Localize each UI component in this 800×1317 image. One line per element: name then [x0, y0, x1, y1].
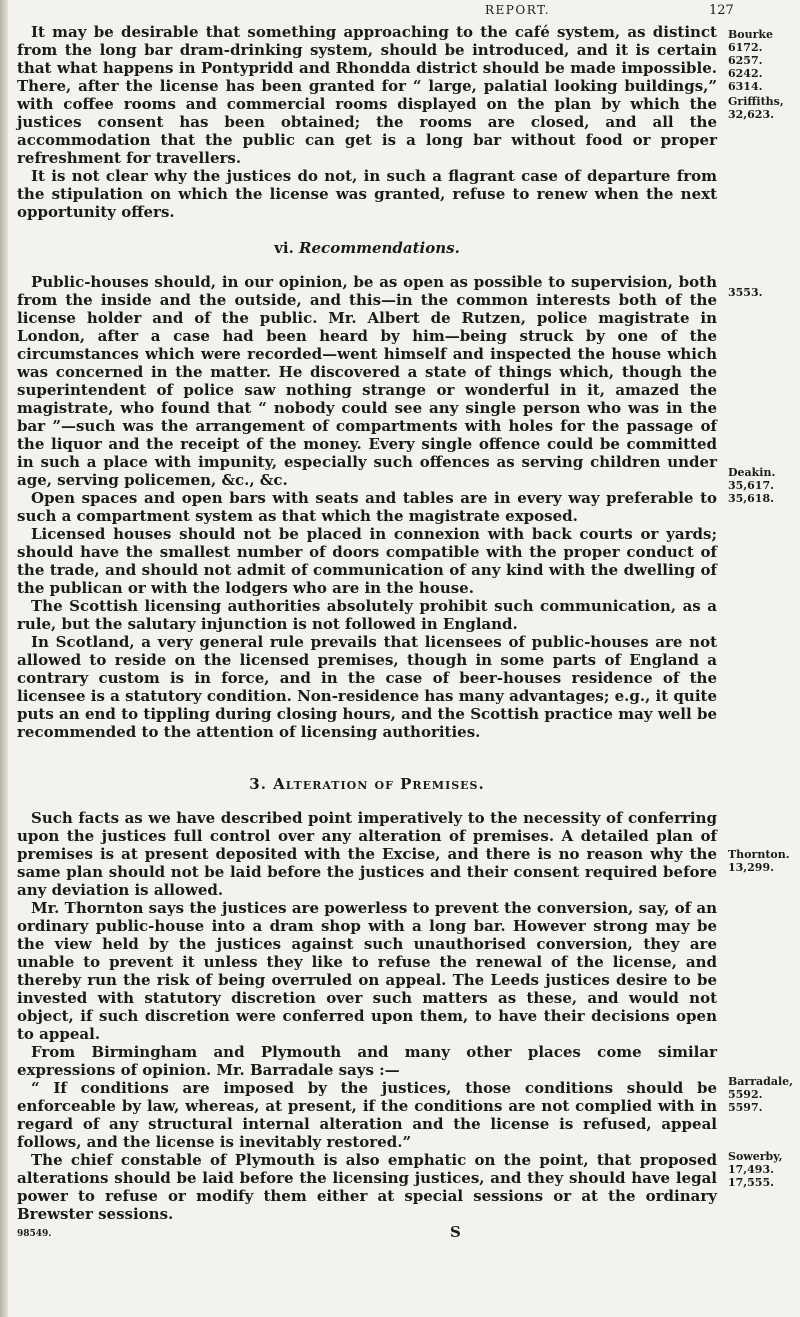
margin-note-line: Deakin. — [728, 466, 776, 479]
signature-mark: S — [450, 1223, 461, 1241]
paragraph: In Scotland, a very general rule prevails that licensees of public-houses are not allowed to reside on the licensed premises, though in some parts of England a contrary custom is in force, and in the case of beer-houses residence of the licensee is a statutory condition. Non-residence has many advantages; e.g., it quite puts an end to tippling during closing hours, and the Scottish practice may well be recommended to the attention of licensing authorities. — [17, 633, 717, 741]
margin-note-line: Griffiths, — [728, 95, 784, 108]
margin-note-line: 17,555. — [728, 1176, 774, 1189]
quotation: “ If conditions are imposed by the justices, those conditions should be enforceable by law, whereas, at present, if the conditions are not complied with in regard of any structural internal alteration and the license is refused, appeal follows, and the license is inevitably restored.” — [17, 1079, 717, 1151]
margin-note-line: Thornton. — [728, 848, 790, 861]
margin-note-line: 6314. — [728, 80, 763, 93]
margin-note-line: Barradale, — [728, 1075, 793, 1088]
page-header — [0, 3, 800, 19]
paragraph: Such facts as we have described point imperatively to the necessity of conferring upon the justices full control over any alteration of premises. A detailed plan of premises is at present deposited with the Excise, and there is no reason why the same plan should not be laid before the justices and their consent required before any deviation is allowed. — [17, 809, 717, 899]
margin-note-line: 6257. — [728, 54, 763, 67]
paragraph: The Scottish licensing authorities absolutely prohibit such communication, as a rule, but the salutary injunction is not followed in England. — [17, 597, 717, 633]
margin-note-line: 13,299. — [728, 861, 774, 874]
margin-note-line: 6242. — [728, 67, 763, 80]
margin-note-line: 5592. — [728, 1088, 763, 1101]
margin-note-line: 32,623. — [728, 108, 774, 121]
paragraph: It is not clear why the justices do not, in such a flagrant case of departure from the stipulation on which the license was granted, refuse to renew when the next opportunity offers. — [17, 167, 717, 221]
paragraph: Licensed houses should not be placed in connexion with back courts or yards; should have the smallest number of doors compatible with the proper conduct of the trade, and should not admit of communication of any kind with the dwelling of the publican or with the lodgers who are in the house. — [17, 525, 717, 597]
page-number: 127 — [709, 3, 734, 18]
paragraph: From Birmingham and Plymouth and many other places come similar expressions of opinion. Mr. Barradale says :— — [17, 1043, 717, 1079]
section-title: Recommendations. — [299, 239, 460, 257]
paragraph: It may be desirable that something approaching to the café system, as distinct from the long bar dram-drinking system, should be introduced, and it is certain that what happens in Pontypridd and Rhondda district should be made impossible. There, after the license has been granted for “ large, palatial looking buildings,” with coffee rooms and commercial rooms displayed on the plan by which the justices consent has been obtained; the rooms are closed, and all the accommodation that the public can get is a long bar without food or proper refreshment for travellers. — [17, 23, 717, 167]
main-text — [17, 23, 717, 1245]
margin-note-deakin — [728, 466, 798, 505]
paragraph: Open spaces and open bars with seats and tables are in every way preferable to such a compartment system as that which the magistrate exposed. — [17, 489, 717, 525]
margin-note-line: Bourke — [728, 28, 774, 41]
page-binding-shadow — [0, 0, 8, 1317]
printer-number: 98549. — [17, 1229, 52, 1239]
page-footer — [17, 1225, 717, 1245]
margin-note-3553 — [728, 286, 798, 299]
margin-note-line: Sowerby, — [728, 1150, 783, 1163]
section-number: vi. — [274, 239, 294, 257]
margin-note-line: 35,617. — [728, 479, 774, 492]
margin-note-bourke — [728, 28, 798, 93]
margin-note-line: 35,618. — [728, 492, 774, 505]
paragraph: Public-houses should, in our opinion, be as open as possible to supervision, both from the inside and the outside, and this—in the common interests both of the license holder and of the public. Mr. Albert de Rutzen, police magistrate in London, after a case had been heard by him—being struck by one of the circumstances which were recorded—went himself and inspected the house which was concerned in the matter. He discovered a state of things which, though the superintendent of police saw nothing strange or wonderful in it, amazed the magistrate, who found that “ nobody could see any single person who was in the bar ”—such was the arrangement of compartments with holes for the passage of the liquor and the receipt of the money. Every single offence could be committed in such a place with impunity, especially such offences as serving children under age, serving policemen, &c., &c. — [17, 273, 717, 489]
margin-note-griffiths — [728, 95, 798, 121]
paragraph: The chief constable of Plymouth is also emphatic on the point, that proposed alterations should be laid before the licensing justices, and they should have legal power to refuse or modify them either at special sessions or at the ordinary Brewster sessions. — [17, 1151, 717, 1223]
margin-note-line: 3553. — [728, 286, 763, 299]
margin-note-thornton — [728, 848, 798, 874]
margin-note-line: 17,493. — [728, 1163, 774, 1176]
section-heading-alteration — [17, 775, 717, 793]
paragraph: Mr. Thornton says the justices are powerless to prevent the conversion, say, of an ordinary public-house into a dram shop with a long bar. However strong may be the view held by the justices against such unauthorised conversion, they are unable to prevent it unless they like to refuse the renewal of the license, and thereby run the risk of being overruled on appeal. The Leeds justices desire to be invested with statutory discretion over such matters as these, and would not object, if such discretion were conferred upon them, to have their decisions open to appeal. — [17, 899, 717, 1043]
running-head: REPORT. — [485, 3, 551, 17]
margin-note-line: 6172. — [728, 41, 763, 54]
margin-note-sowerby — [728, 1150, 798, 1189]
margin-note-barradale — [728, 1075, 798, 1114]
section-title: Alteration of Premises. — [273, 775, 485, 793]
section-number: 3. — [249, 775, 267, 793]
margin-note-line: 5597. — [728, 1101, 763, 1114]
section-heading-recommendations — [17, 239, 717, 257]
